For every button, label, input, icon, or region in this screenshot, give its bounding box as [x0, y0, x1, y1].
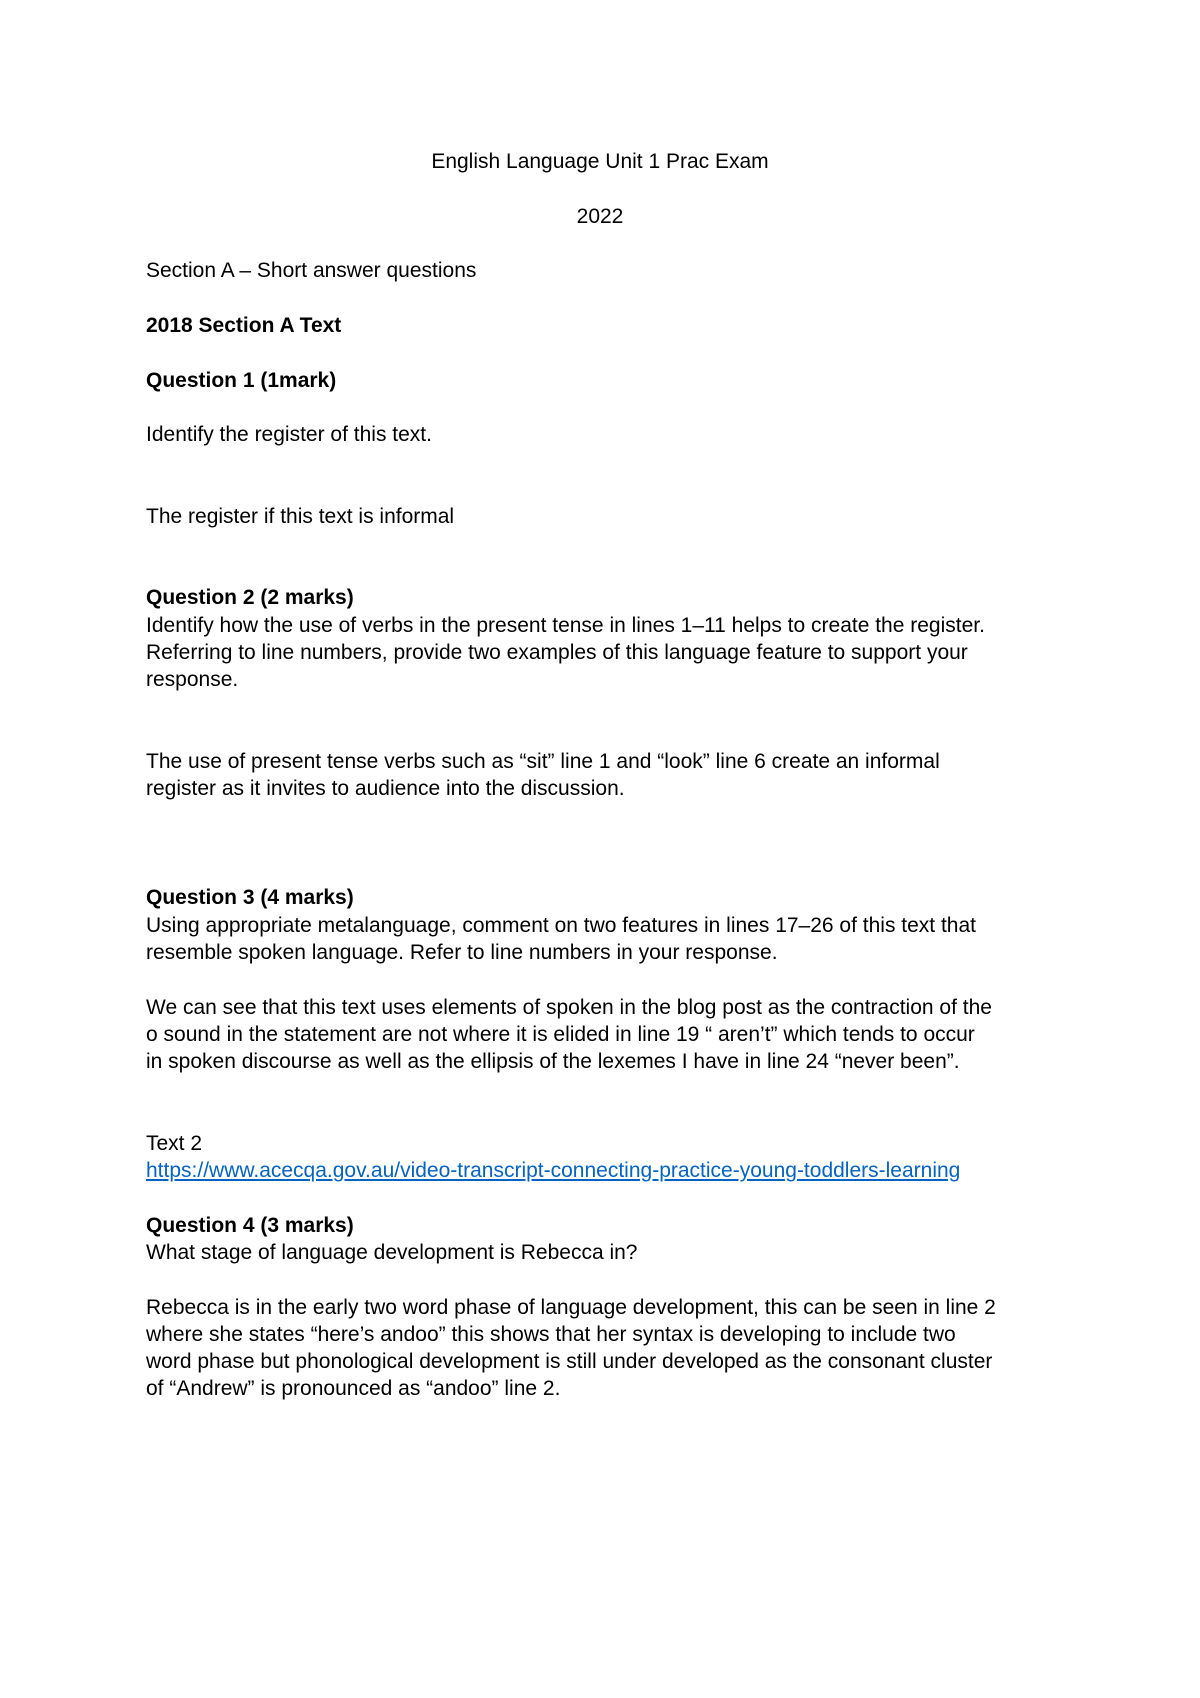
document-year: 2022: [576, 205, 624, 228]
question-4-prompt: What stage of language development is Rebecca in?: [146, 1241, 638, 1264]
text-2-link[interactable]: https://www.acecqa.gov.au/video-transcript-connecting-practice-young-toddlers-learning: [146, 1159, 961, 1182]
text-heading: 2018 Section A Text: [146, 314, 342, 337]
question-2-heading: Question 2 (2 marks): [146, 586, 354, 609]
question-2-answer-line: register as it invites to audience into the discussion.: [146, 777, 625, 800]
text-2-label: Text 2: [146, 1132, 203, 1155]
question-1-answer: The register if this text is informal: [146, 505, 455, 528]
question-3-prompt-line: Using appropriate metalanguage, comment on two features in lines 17–26 of this text that: [146, 914, 976, 937]
question-4-answer-line: word phase but phonological development is still under developed as the consonant cluster: [146, 1350, 993, 1373]
question-2-answer-line: The use of present tense verbs such as “sit” line 1 and “look” line 6 create an informal: [146, 750, 940, 773]
question-4-answer-line: Rebecca is in the early two word phase of language development, this can be seen in line 2: [146, 1296, 996, 1319]
question-1-prompt: Identify the register of this text.: [146, 423, 432, 446]
question-3-answer-line: o sound in the statement are not where it is elided in line 19 “ aren’t” which tends to occur: [146, 1023, 975, 1046]
question-4-heading: Question 4 (3 marks): [146, 1214, 354, 1237]
document-title: English Language Unit 1 Prac Exam: [431, 150, 769, 173]
question-3-heading: Question 3 (4 marks): [146, 886, 354, 909]
question-2-prompt-line: Identify how the use of verbs in the present tense in lines 1–11 helps to create the register.: [146, 614, 985, 637]
question-2-prompt-line: response.: [146, 668, 239, 691]
question-3-answer-line: in spoken discourse as well as the ellipsis of the lexemes I have in line 24 “never been”.: [146, 1050, 960, 1073]
question-3-prompt-line: resemble spoken language. Refer to line numbers in your response.: [146, 941, 778, 964]
section-heading: Section A – Short answer questions: [146, 259, 477, 282]
question-1-heading: Question 1 (1mark): [146, 369, 337, 392]
question-4-answer-line: where she states “here’s andoo” this shows that her syntax is developing to include two: [146, 1323, 956, 1346]
question-2-prompt-line: Referring to line numbers, provide two examples of this language feature to support your: [146, 641, 968, 664]
question-3-answer-line: We can see that this text uses elements of spoken in the blog post as the contraction of the: [146, 996, 992, 1019]
question-4-answer-line: of “Andrew” is pronounced as “andoo” line 2.: [146, 1377, 561, 1400]
